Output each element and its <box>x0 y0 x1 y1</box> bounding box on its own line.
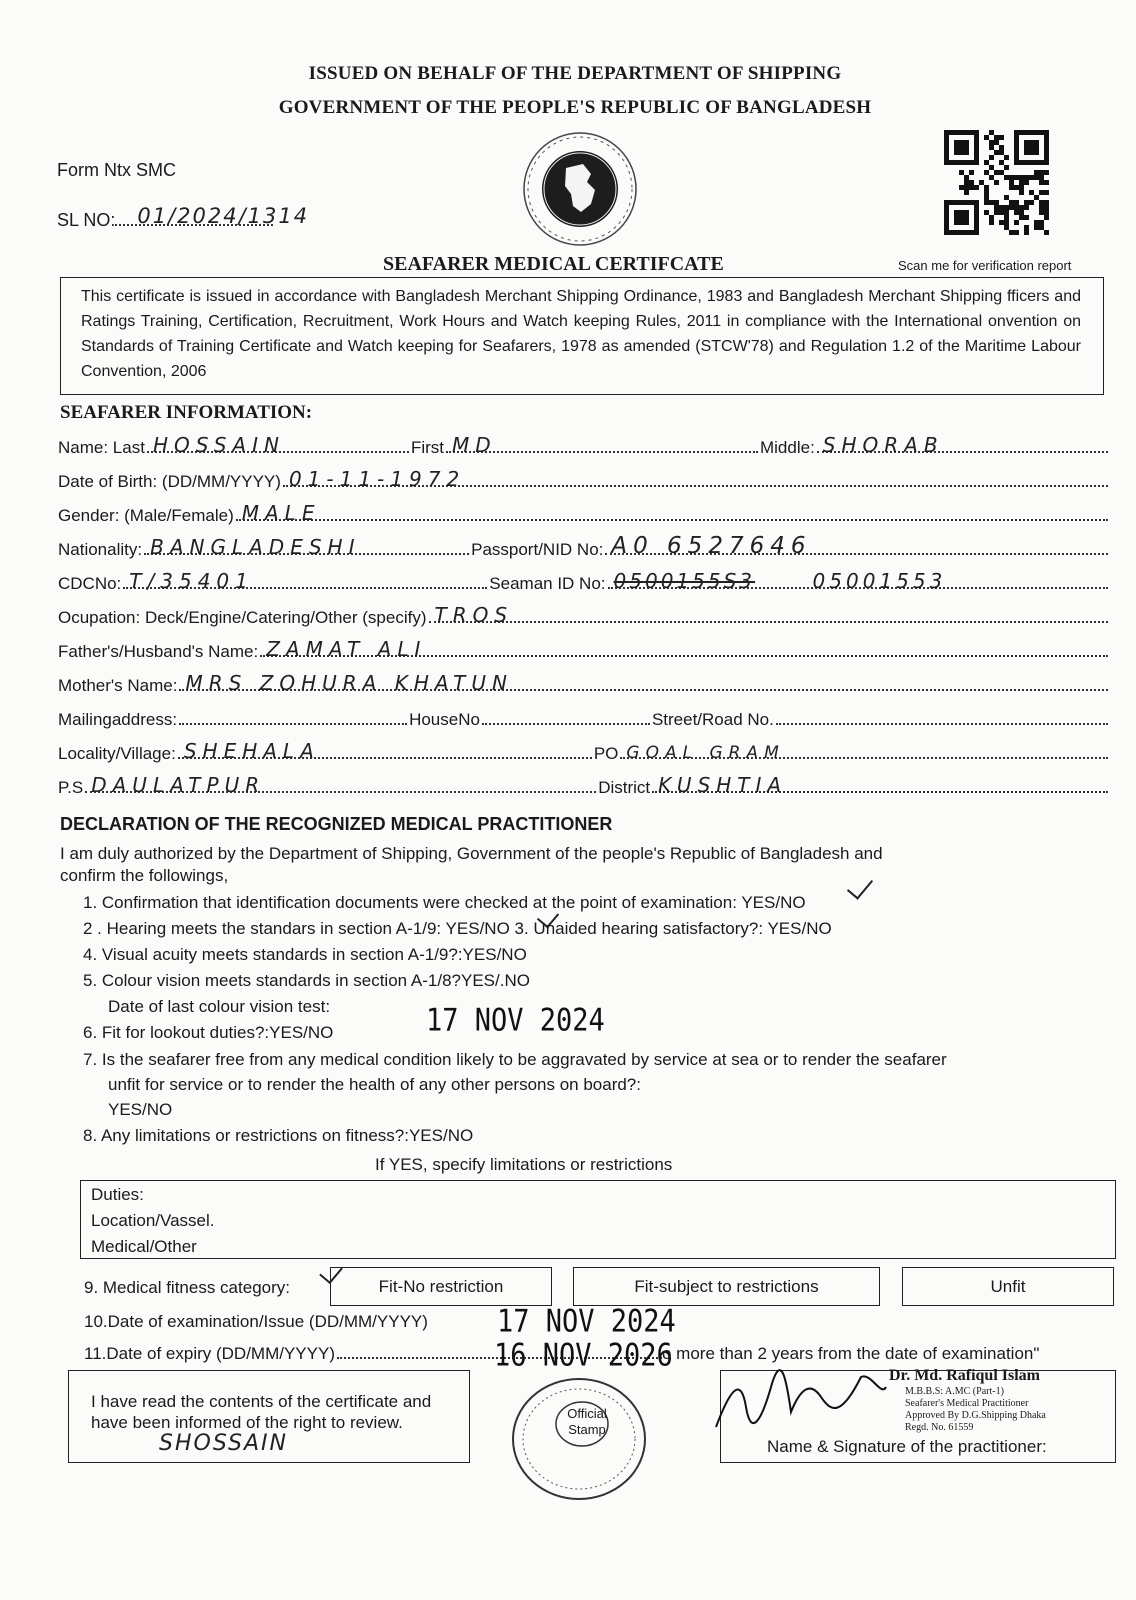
street-road-label: Street/Road No. <box>651 710 774 729</box>
declaration-heading: DECLARATION OF THE RECOGNIZED MEDICAL PRACTITIONER <box>60 814 613 834</box>
sl-value: 01/2024/1314 <box>137 204 310 228</box>
exam-date-stamp: 17 NOV 2024 <box>497 1304 676 1340</box>
if-yes-note: If YES, specify limitations or restrictions <box>375 1155 673 1174</box>
item-7-line-2: unfit for service or to render the health of any other persons on board?: <box>108 1075 641 1094</box>
police-station-label: P.S <box>58 778 84 797</box>
category-unfit[interactable]: Unfit <box>902 1267 1114 1306</box>
item-10-exam-date: 10.Date of examination/Issue (DD/MM/YYYY) <box>84 1312 428 1331</box>
mother-row <box>58 670 1110 696</box>
occupation-value: TROS <box>434 603 514 627</box>
ps-row <box>58 772 1110 798</box>
last-name-value: HOSSAIN <box>152 433 285 457</box>
father-name-label: Father's/Husband's Name: <box>58 642 259 661</box>
seaman-id-struck-value: 0500155S3 <box>613 569 756 593</box>
mailing-address-label: Mailingaddress: <box>58 710 178 729</box>
item-6-lookout: 6. Fit for lookout duties?:YES/NO <box>83 1023 334 1042</box>
district-label: District <box>598 778 651 797</box>
location-vessel-label: Location/Vassel. <box>91 1211 215 1230</box>
government-emblem <box>521 130 639 248</box>
expiry-note: o more than 2 years from the date of examination" <box>662 1344 1040 1363</box>
item-8-limitations: 8. Any limitations or restrictions on fitness?:YES/NO <box>83 1126 474 1145</box>
practitioner-degree: M.B.B.S: A.MC (Part-1) <box>905 1386 1004 1397</box>
official-stamp-seal <box>510 1376 648 1502</box>
locality-row <box>58 738 1110 764</box>
occupation-row <box>58 602 1110 628</box>
practitioner-details <box>905 1386 1046 1434</box>
middle-name-value: SHORAB <box>822 433 944 457</box>
declaration-intro-1: I am duly authorized by the Department of Shipping, Government of the people's Republic of Bangladesh and <box>60 844 883 863</box>
nationality-value: BANGLADESHI <box>150 535 361 559</box>
item-2-hearing: 2 . Hearing meets the standars in section A-1/9: YES/NO 3. Unaided hearing satisfactory?: YES/NO <box>83 919 832 938</box>
practitioner-approval: Approved By D.G.Shipping Dhaka <box>905 1410 1046 1421</box>
gender-value: MALE <box>241 501 321 525</box>
passport-label: Passport/NID No: <box>471 540 604 559</box>
item-7-line-1: 7. Is the seafarer free from any medical condition likely to be aggravated by service at sea or to render the seafarer <box>83 1050 947 1069</box>
seafarer-signature: SHOSSAIN <box>159 1431 288 1456</box>
district-value: KUSHTIA <box>658 773 788 797</box>
mailing-row <box>58 704 1110 730</box>
dob-row <box>58 466 1110 492</box>
post-office-value: GOAL GRAM <box>626 743 785 763</box>
duties-label: Duties: <box>91 1185 144 1204</box>
item-9-fitness-category: 9. Medical fitness category: <box>84 1278 290 1297</box>
post-office-label: PO <box>593 744 619 763</box>
qr-code[interactable] <box>944 130 1054 244</box>
nationality-label: Nationality: <box>58 540 143 559</box>
practitioner-registration: Regd. No. 61559 <box>905 1422 974 1433</box>
last-name-label: Name: Last <box>58 438 145 457</box>
sl-number <box>57 204 310 231</box>
practitioner-signature <box>711 1367 891 1437</box>
dob-label: Date of Birth: (DD/MM/YYYY) <box>58 472 281 491</box>
name-signature-label: Name & Signature of the practitioner: <box>767 1437 1047 1456</box>
mother-name-value: MRS ZOHURA KHATUN <box>185 671 513 695</box>
official-stamp-text: Official Stamp <box>567 1406 607 1437</box>
acknowledgement-text: I have read the contents of the certificate and have been informed of the right to review. <box>91 1392 432 1432</box>
sl-label: SL NO: <box>57 210 116 230</box>
cdc-value: T/35401 <box>129 569 254 593</box>
locality-value: SHEHALA <box>183 739 320 763</box>
cdc-row <box>58 568 1110 594</box>
checkmark-icon <box>847 872 873 899</box>
category-fit-subject-to-restrictions[interactable]: Fit-subject to restrictions <box>573 1267 880 1306</box>
police-station-value: DAULATPUR <box>91 773 266 797</box>
category-fit-no-restriction[interactable]: Fit-No restriction <box>330 1267 552 1306</box>
passport-value: A0 6527646 <box>611 533 812 559</box>
certificate-title: SEAFARER MEDICAL CERTIFCATE <box>383 253 724 275</box>
practitioner-name: Dr. Md. Rafiqul Islam <box>889 1367 1040 1384</box>
medical-other-label: Medical/Other <box>91 1237 197 1256</box>
intro-box <box>60 277 1104 395</box>
first-name-value: MD <box>451 433 497 457</box>
item-5-colour-vision: 5. Colour vision meets standards in section A-1/8?YES/.NO <box>83 971 530 990</box>
qr-caption: Scan me for verification report <box>898 258 1072 273</box>
item-4-visual-acuity: 4. Visual acuity meets standards in section A-1/9?:YES/NO <box>83 945 527 964</box>
header-line-1: ISSUED ON BEHALF OF THE DEPARTMENT OF SHIPPING <box>308 63 842 84</box>
middle-name-label: Middle: <box>759 438 815 457</box>
expiry-date-stamp: 16 NOV 2026 <box>494 1338 673 1374</box>
cdc-label: CDCNo: <box>58 574 122 593</box>
form-number: Form Ntx SMC <box>57 160 176 180</box>
dob-value: 01-11-1972 <box>288 467 466 491</box>
house-no-label: HouseNo <box>409 710 480 729</box>
father-row <box>58 636 1110 662</box>
last-colour-vision-test-label: Date of last colour vision test: <box>108 997 331 1016</box>
seaman-id-value: 05001553 <box>812 569 947 593</box>
intro-text: This certificate is issued in accordance with Bangladesh Merchant Shipping Ordinance, 1983 and Bangladesh Merchant Shipping fficers and Ratings Training, Certification, Recruitment, Work Hours and Watch keeping Rules, 2011 in compliance with the International onvention on Standards of Training Certificate and Watch keeping for Seafarers, 1978 as amended (STCW'78) and Regulation 1.2 of the Maritime Labour Convention, 2006 <box>81 288 1081 380</box>
limitations-box <box>80 1180 1116 1259</box>
declaration-intro-2: confirm the followings, <box>60 866 229 885</box>
seafarer-info-heading: SEAFARER INFORMATION: <box>60 402 313 423</box>
locality-label: Locality/Village: <box>58 744 176 763</box>
name-row <box>58 432 1110 458</box>
item-7-answer: YES/NO <box>108 1100 173 1119</box>
header-line-2: GOVERNMENT OF THE PEOPLE'S REPUBLIC OF BANGLADESH <box>278 97 872 118</box>
father-name-value: ZAMAT ALI <box>266 637 427 661</box>
gender-label: Gender: (Male/Female) <box>58 506 234 525</box>
colour-test-date-stamp: 17 NOV 2024 <box>426 1003 605 1039</box>
gender-row <box>58 500 1110 526</box>
practitioner-role: Seafarer's Medical Practitioner <box>905 1398 1029 1409</box>
practitioner-box <box>720 1367 1116 1463</box>
nationality-row <box>58 534 1110 560</box>
seaman-id-label: Seaman ID No: <box>489 574 606 593</box>
mother-name-label: Mother's Name: <box>58 676 178 695</box>
first-name-label: First <box>410 438 444 457</box>
occupation-label: Ocupation: Deck/Engine/Catering/Other (specify) <box>58 608 427 627</box>
item-1-identification: 1. Confirmation that identification documents were checked at the point of examination: YES/NO <box>83 893 806 912</box>
acknowledgement-box <box>68 1370 470 1463</box>
item-11-expiry-label: 11.Date of expiry (DD/MM/YYYY) <box>84 1344 335 1363</box>
